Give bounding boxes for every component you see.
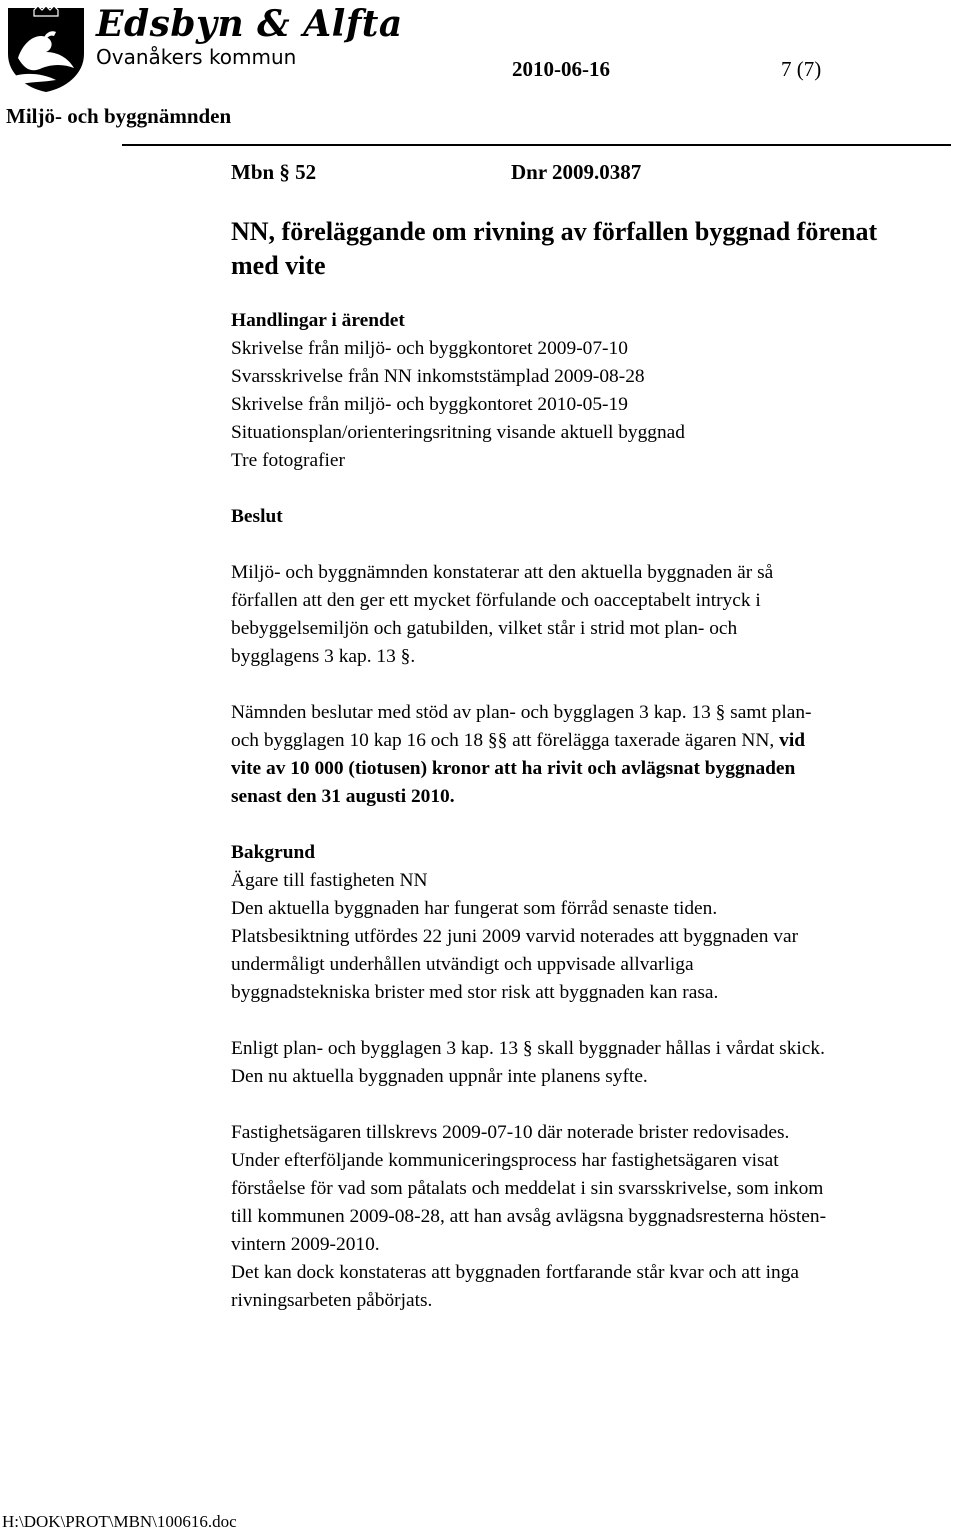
background-line: byggnadstekniska brister med stor risk att byggnaden kan rasa. (231, 982, 719, 1003)
background-line: Under efterföljande kommuniceringsprocess har fastighetsägaren visat (231, 1150, 779, 1171)
documents-heading: Handlingar i ärendet (231, 310, 405, 331)
document-item: Svarsskrivelse från NN inkomststämplad 2009-08-28 (231, 366, 645, 387)
document-body (231, 158, 957, 1315)
document-item: Tre fotografier (231, 450, 345, 471)
decision-line: bebyggelsemiljön och gatubilden, vilket står i strid mot plan- och (231, 618, 738, 639)
ruling-emphasis-line: senast den 31 augusti 2010. (231, 786, 455, 807)
ruling-line: Nämnden beslutar med stöd av plan- och bygglagen 3 kap. 13 § samt plan- (231, 702, 812, 723)
decision-paragraph (231, 559, 957, 671)
document-item: Skrivelse från miljö- och byggkontoret 2010-05-19 (231, 394, 628, 415)
document-date: 2010-06-16 (512, 57, 610, 81)
background-block (231, 1119, 957, 1315)
background-line: Ägare till fastigheten NN (231, 870, 428, 891)
background-line: förståelse för vad som påtalats och meddelat i sin svarsskrivelse, som inkom (231, 1178, 824, 1199)
documents-list (231, 335, 957, 475)
ruling-text: och bygglagen 10 kap 16 och 18 §§ att förelägga taxerade ägaren NN, (231, 730, 780, 751)
file-path-footer: H:\DOK\PROT\MBN\100616.doc (2, 1512, 237, 1531)
page-number: 7 (7) (781, 57, 822, 81)
logo-title: Edsbyn & Alfta (96, 3, 403, 45)
municipality-logo (4, 2, 403, 94)
background-line: till kommunen 2009-08-28, att han avsåg avlägsna byggnadsresterna hösten- (231, 1206, 827, 1227)
background-block (231, 867, 957, 1007)
document-item: Situationsplan/orienteringsritning visande aktuell byggnad (231, 422, 685, 443)
ruling-emphasis-line: vite av 10 000 (tiotusen) kronor att ha rivit och avlägsnat byggnaden (231, 758, 796, 779)
municipal-crest-icon (4, 2, 90, 94)
case-title-line: NN, föreläggande om rivning av förfallen byggnad förenat (231, 217, 878, 246)
case-reference (231, 158, 957, 186)
decision-line: bygglagens 3 kap. 13 §. (231, 646, 416, 667)
department-name: Miljö- och byggnämnden (6, 104, 232, 128)
background-line: Enligt plan- och bygglagen 3 kap. 13 § skall byggnader hållas i vårdat skick. (231, 1038, 825, 1059)
ruling-line (231, 727, 957, 755)
decision-ruling (231, 699, 957, 811)
decision-heading: Beslut (231, 506, 283, 527)
ruling-emphasis: vid (779, 730, 805, 751)
background-line: vintern 2009-2010. (231, 1234, 380, 1255)
background-line: Platsbesiktning utfördes 22 juni 2009 varvid noterades att byggnaden var (231, 926, 799, 947)
logo-subtitle: Ovanåkers kommun (96, 45, 297, 69)
decision-line: Miljö- och byggnämnden konstaterar att den aktuella byggnaden är så (231, 562, 774, 583)
case-title (231, 215, 957, 283)
document-item: Skrivelse från miljö- och byggkontoret 2009-07-10 (231, 338, 628, 359)
decision-line: förfallen att den ger ett mycket förfulande och oacceptabelt intryck i (231, 590, 761, 611)
background-line: Fastighetsägaren tillskrevs 2009-07-10 där noterade brister redovisades. (231, 1122, 790, 1143)
background-line: undermåligt underhållen utvändigt och uppvisade allvarliga (231, 954, 694, 975)
background-heading: Bakgrund (231, 842, 316, 863)
background-line: Den aktuella byggnaden har fungerat som förråd senaste tiden. (231, 898, 718, 919)
background-line: Den nu aktuella byggnaden uppnår inte planens syfte. (231, 1066, 648, 1087)
header-divider (122, 144, 951, 146)
background-block (231, 1035, 957, 1091)
paragraph-number: Mbn § 52 (231, 160, 317, 184)
background-line: Det kan dock konstateras att byggnaden fortfarande står kvar och att inga (231, 1262, 800, 1283)
case-title-line: med vite (231, 251, 326, 280)
diary-number: Dnr 2009.0387 (511, 160, 642, 184)
background-line: rivningsarbeten påbörjats. (231, 1290, 433, 1311)
